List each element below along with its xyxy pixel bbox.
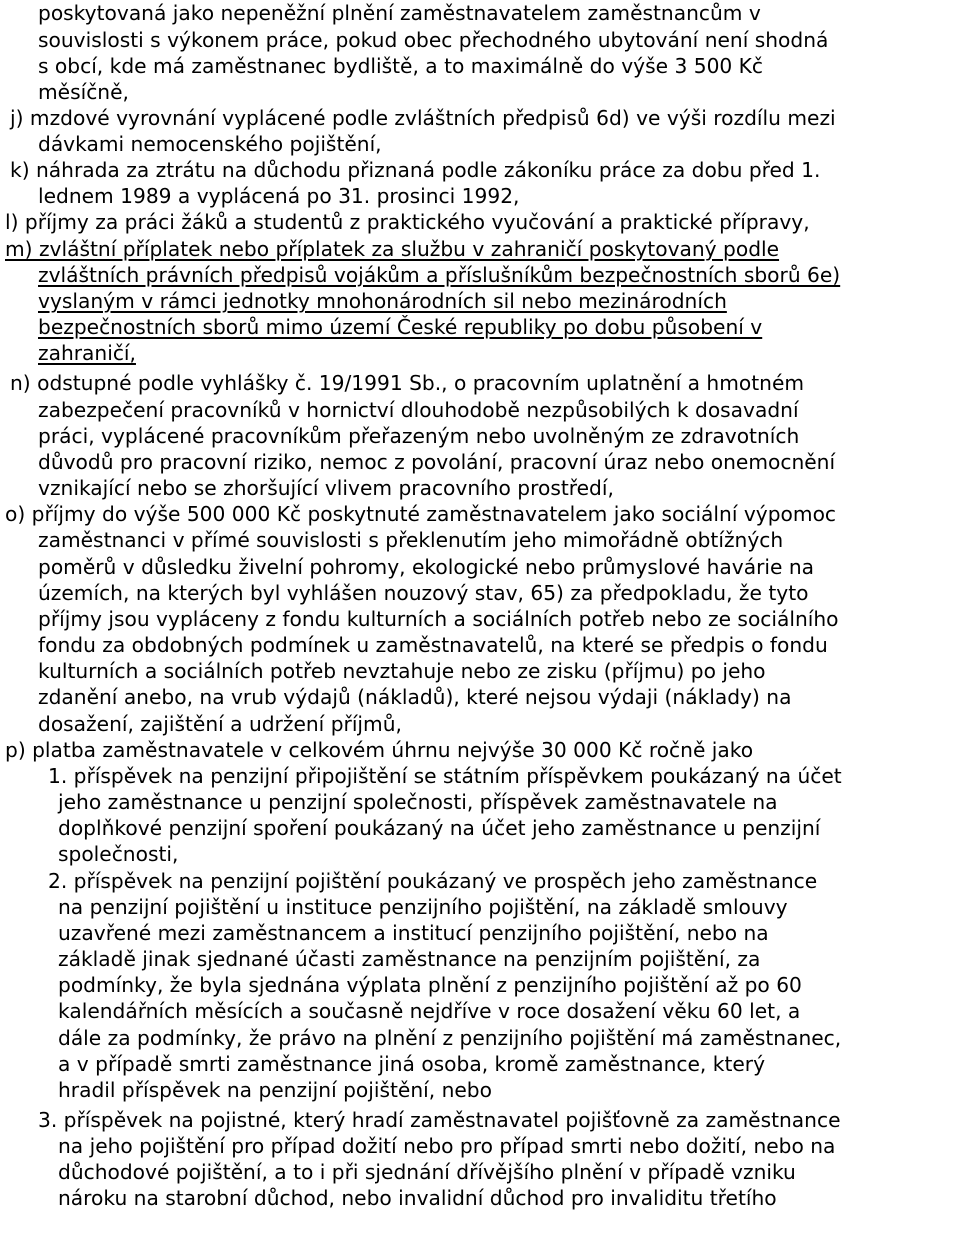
text-line: 3. příspěvek na pojistné, který hradí zaměstnavatel pojišťovně za zaměstnance xyxy=(38,1108,841,1132)
text-line: důchodové pojištění, a to i při sjednání dřívějšího plnění v případě vzniku xyxy=(58,1160,796,1184)
text-line: zdanění anebo, na vrub výdajů (nákladů), které nejsou výdaji (náklady) na xyxy=(38,685,792,709)
text-line-underlined: zvláštních právních předpisů vojákům a příslušníkům bezpečnostních sborů 6e) xyxy=(38,263,841,287)
text-line: n) odstupné podle vyhlášky č. 19/1991 Sb., o pracovním uplatnění a hmotném xyxy=(10,371,805,395)
text-line: práci, vyplácené pracovníkům přeřazeným nebo uvolněným ze zdravotních xyxy=(38,424,800,448)
text-line: zabezpečení pracovníků v hornictví dlouhodobě nezpůsobilých k dosavadní xyxy=(38,398,799,422)
text-line: jeho zaměstnance u penzijní společnosti, příspěvek zaměstnavatele na xyxy=(58,790,778,814)
text-line: hradil příspěvek na penzijní pojištění, nebo xyxy=(58,1078,492,1102)
text-line: na jeho pojištění pro případ dožití nebo pro případ smrti nebo dožití, nebo na xyxy=(58,1134,836,1158)
text-line: měsíčně, xyxy=(38,80,129,104)
text-line: dále za podmínky, že právo na plnění z penzijního pojištění má zaměstnanec, xyxy=(58,1026,842,1050)
text-line-underlined: vyslaným v rámci jednotky mnohonárodních sil nebo mezinárodních xyxy=(38,289,727,313)
text-line-underlined: m) zvláštní příplatek nebo příplatek za službu v zahraničí poskytovaný podle xyxy=(5,237,780,261)
text-line: vznikající nebo se zhoršující vlivem pracovního prostředí, xyxy=(38,476,614,500)
text-line: j) mzdové vyrovnání vyplácené podle zvláštních předpisů 6d) ve výši rozdílu mezi xyxy=(10,106,836,130)
text-line: doplňkové penzijní spoření poukázaný na účet jeho zaměstnance u penzijní xyxy=(58,816,821,840)
text-line: uzavřené mezi zaměstnancem a institucí penzijního pojištění, nebo na xyxy=(58,921,769,945)
text-line: o) příjmy do výše 500 000 Kč poskytnuté zaměstnavatelem jako sociální výpomoc xyxy=(5,502,837,526)
text-line: zaměstnanci v přímé souvislosti s překlenutím jeho mimořádně obtížných xyxy=(38,528,784,552)
text-line: kalendářních měsících a současně nejdříve v roce dosažení věku 60 let, a xyxy=(58,999,801,1023)
text-line: územích, na kterých byl vyhlášen nouzový stav, 65) za předpokladu, že tyto xyxy=(38,581,809,605)
text-line: dosažení, zajištění a udržení příjmů, xyxy=(38,712,402,736)
text-line: souvislosti s výkonem práce, pokud obec přechodného ubytování není shodná xyxy=(38,28,829,52)
text-line: společnosti, xyxy=(58,842,179,866)
text-line: fondu za obdobných podmínek u zaměstnavatelů, na které se předpis o fondu xyxy=(38,633,828,657)
text-line: s obcí, kde má zaměstnanec bydliště, a to maximálně do výše 3 500 Kč xyxy=(38,54,764,78)
text-line: 2. příspěvek na penzijní pojištění poukázaný ve prospěch jeho zaměstnance xyxy=(48,869,818,893)
text-line: příjmy jsou vypláceny z fondu kulturních a sociálních potřeb nebo ze sociálního xyxy=(38,607,839,631)
text-line: důvodů pro pracovní riziko, nemoc z povolání, pracovní úraz nebo onemocnění xyxy=(38,450,836,474)
text-line: lednem 1989 a vyplácená po 31. prosinci 1992, xyxy=(38,184,520,208)
text-line: kulturních a sociálních potřeb nevztahuje nebo ze zisku (příjmu) po jeho xyxy=(38,659,766,683)
text-line: nároku na starobní důchod, nebo invalidní důchod pro invaliditu třetího xyxy=(58,1186,777,1210)
text-line: dávkami nemocenského pojištění, xyxy=(38,132,382,156)
text-line: na penzijní pojištění u instituce penzijního pojištění, na základě smlouvy xyxy=(58,895,788,919)
text-line: základě jinak sjednané účasti zaměstnance na penzijním pojištění, za xyxy=(58,947,761,971)
text-line: l) příjmy za práci žáků a studentů z praktického vyučování a praktické přípravy, xyxy=(5,210,810,234)
text-line: 1. příspěvek na penzijní připojištění se státním příspěvkem poukázaný na účet xyxy=(48,764,842,788)
text-line: k) náhrada za ztrátu na důchodu přiznaná podle zákoníku práce za dobu před 1. xyxy=(10,158,821,182)
text-line: podmínky, že byla sjednána výplata plnění z penzijního pojištění až po 60 xyxy=(58,973,802,997)
text-line-underlined: bezpečnostních sborů mimo území České republiky po dobu působení v xyxy=(38,315,763,339)
text-line: a v případě smrti zaměstnance jiná osoba, kromě zaměstnance, který xyxy=(58,1052,766,1076)
text-line: p) platba zaměstnavatele v celkovém úhrnu nejvýše 30 000 Kč ročně jako xyxy=(5,738,754,762)
text-line-underlined: zahraničí, xyxy=(38,341,136,365)
text-line: poměrů v důsledku živelní pohromy, ekologické nebo průmyslové havárie na xyxy=(38,555,814,579)
text-line: poskytovaná jako nepeněžní plnění zaměstnavatelem zaměstnancům v xyxy=(38,1,761,25)
